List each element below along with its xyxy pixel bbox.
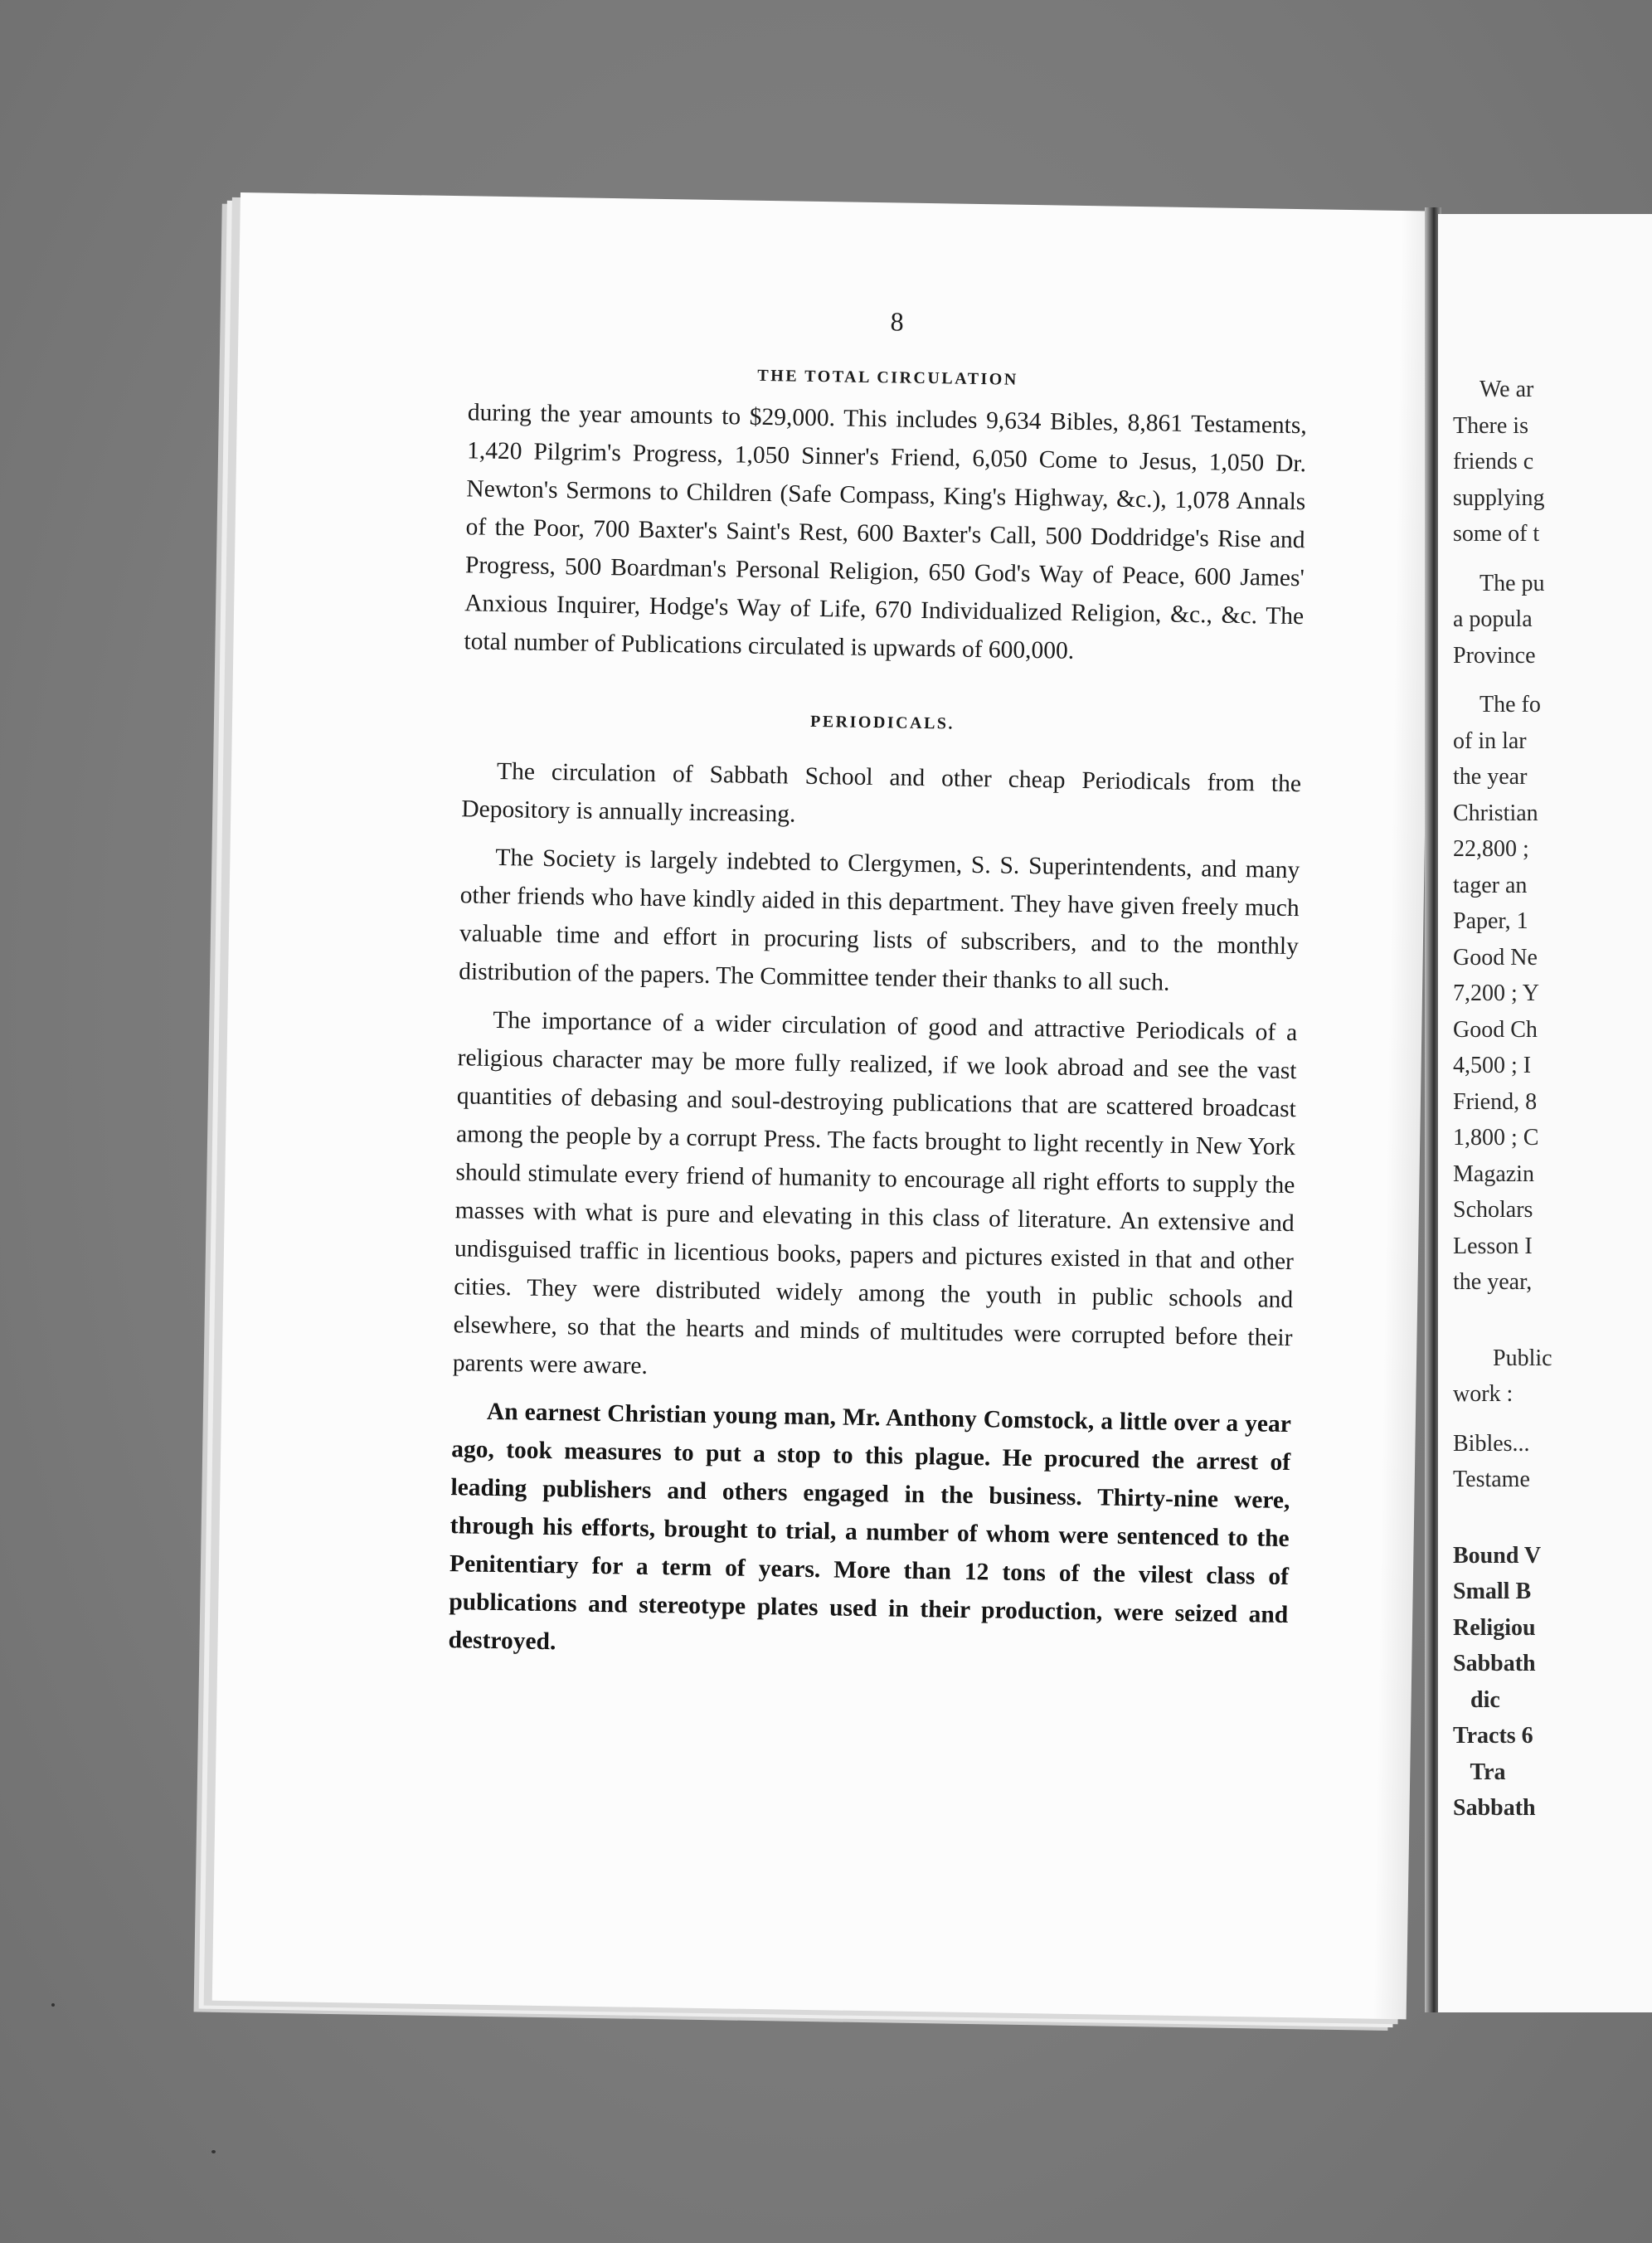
right-line: a popula [1453, 606, 1533, 632]
right-line: supplying [1453, 484, 1545, 511]
right-line: Religiou [1453, 1614, 1536, 1641]
right-page-partial [1438, 214, 1652, 2012]
right-line: Sabbath [1453, 1651, 1536, 1676]
right-line: the year, [1453, 1269, 1533, 1295]
right-line: tager an [1453, 872, 1528, 898]
right-line: Paper, 1 [1453, 908, 1528, 934]
right-line: We ar [1480, 377, 1534, 402]
right-line: Magazin [1453, 1160, 1534, 1187]
right-line: 1,800 ; C [1453, 1125, 1539, 1151]
right-line: the year [1453, 764, 1528, 790]
paragraph-circulation-totals: during the year amounts to $29,000. This includes 9,634 Bibles, 8,861 Testaments, 1,420 Pilgrim's Progress, 1,050 Sinner's Friend, 6,050 Come to Jesus, 1,050 Dr. Newton's Sermons to Children (Safe Compass, King's Highway, &c.), 1,078 Annals of the Poor, 700 Baxter's Saint's Rest, 600 Baxter's Call, 500 Doddridge's Rise and Progress, 500 Boardman's Personal Religion, 650 God's Way of Peace, 600 James' Anxious Inquirer, Hodge's Way of Life, 670 Individualized Religion, &c., &c. The total number of Publications circulated is upwards of 600,000. [464, 399, 1307, 664]
right-line: Sabbath [1453, 1795, 1536, 1821]
right-line: 7,200 ; Y [1453, 980, 1539, 1006]
spacer [1453, 674, 1652, 687]
right-line: There is [1453, 412, 1528, 439]
spacer [1453, 1301, 1652, 1340]
left-page-text-block [448, 295, 1309, 1682]
paragraph-society-indebted: The Society is largely indebted to Clergymen, S. S. Superintendents, and many other friends who have kindly aided in this department. They have given freely much valuable time and effort in procuring lists of subscribers, and to the monthly distribution of the papers. The Committee tender their thanks to all such. [459, 844, 1300, 996]
right-line: Good Ch [1453, 1016, 1538, 1043]
right-line: Bound V [1453, 1542, 1542, 1569]
right-line: Scholars [1453, 1197, 1533, 1223]
section-heading-total-circulation: THE TOTAL CIRCULATION [757, 366, 1018, 389]
right-line: The fo [1480, 692, 1541, 718]
right-line: Tra [1453, 1759, 1506, 1785]
dust-speck [211, 2150, 216, 2153]
page-number: 8 [890, 306, 904, 337]
right-line: friends c [1453, 449, 1534, 474]
right-line: Testame [1453, 1467, 1530, 1492]
right-line: of in lar [1453, 727, 1527, 754]
right-line: Tracts 6 [1453, 1723, 1533, 1749]
right-line: Christian [1453, 800, 1538, 826]
left-page [212, 192, 1435, 2019]
right-line: Bibles... [1453, 1430, 1530, 1457]
right-line: dic [1453, 1686, 1500, 1713]
spacer [1453, 1413, 1652, 1426]
right-line: Lesson I [1453, 1233, 1533, 1259]
spacer [1453, 552, 1652, 566]
right-line: work : [1453, 1381, 1514, 1407]
right-line: Province [1453, 642, 1536, 669]
paragraph-wider-circulation: The importance of a wider circulation of good and attractive Periodicals of a religious character may be more fully realized, if we look abroad and see the vast quantities of debasing and soul-destroying publications that are scattered broadcast among the people by a corrupt Press. The facts brought to light recently in New York should stimulate every friend of humanity to encourage all right efforts to supply the masses with what is pure and elevating in this class of literature. An extensive and undisguised traffic in licentious books, papers and pictures existed in that and other cities. They were distributed widely among the youth in public schools and elsewhere, so that the hearts and minds of multitudes were corrupted before their parents were aware. [452, 1006, 1298, 1379]
right-line: Public [1493, 1345, 1552, 1371]
paragraph-anthony-comstock: An earnest Christian young man, Mr. Anthony Comstock, a little over a year ago, took measures to put a stop to this plague. He procured the arrest of leading publishers and others engaged in the business. Thirty-nine were, through his efforts, brought to trial, a number of whom were sentenced to the Penitentiary for a term of years. More than 12 tons of the vilest class of publications and stereotype plates used in their production, were seized and destroyed. [448, 1398, 1292, 1656]
right-line: 22,800 ; [1453, 836, 1529, 862]
right-line: Good Ne [1453, 944, 1538, 971]
right-line: 4,500 ; I [1453, 1053, 1532, 1078]
right-line: Small B [1453, 1579, 1532, 1604]
right-line: The pu [1480, 570, 1545, 596]
dust-speck [51, 2003, 55, 2007]
right-line: Friend, 8 [1453, 1088, 1538, 1115]
spacer [1453, 1498, 1652, 1538]
paragraph-periodicals-increase: The circulation of Sabbath School and other cheap Periodicals from the Depository is annually increasing. [461, 757, 1302, 828]
section-heading-periodicals: PERIODICALS. [809, 712, 955, 733]
right-line: some of t [1453, 521, 1540, 547]
right-page-text-block [1453, 372, 1652, 1827]
